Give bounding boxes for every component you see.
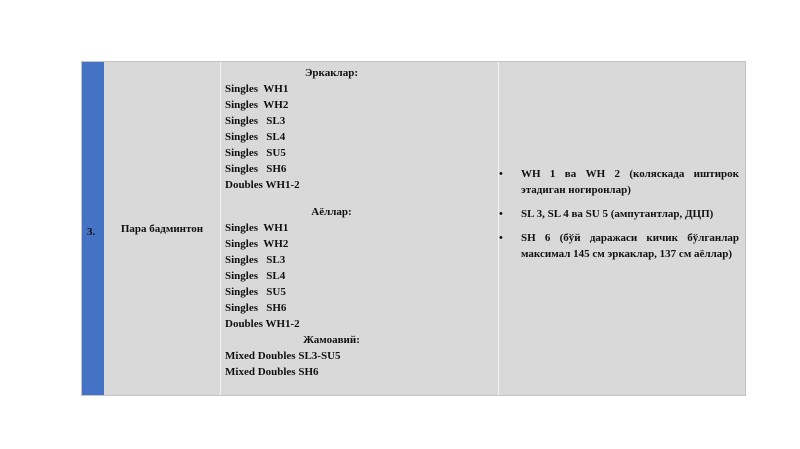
class-item: Singles SL4 <box>225 131 286 143</box>
class-item: Singles SL4 <box>225 270 286 282</box>
sport-name-cell <box>104 62 221 395</box>
notes-list <box>499 166 739 262</box>
mixed-list <box>225 348 498 380</box>
class-item: Singles WH2 <box>225 238 289 250</box>
note-item <box>499 166 739 198</box>
class-item: Mixed Doubles SH6 <box>225 366 319 378</box>
men-header: Эркаклар: <box>304 67 359 79</box>
row-number: 3. <box>87 226 96 238</box>
note-item <box>499 230 739 262</box>
men-list <box>225 81 498 193</box>
class-item: Singles WH1 <box>225 222 289 234</box>
note-text: SH 6 (бўй даражаси кичик бўлганлар максимал 145 см эркаклар, 137 см аёллар) <box>521 232 739 260</box>
notes-cell <box>499 62 745 395</box>
class-item: Singles SH6 <box>225 163 287 175</box>
women-header: Аёллар: <box>311 206 352 218</box>
classes-cell <box>221 62 499 395</box>
note-text: SL 3, SL 4 ва SU 5 (ампутантлар, ДЦП) <box>521 208 714 220</box>
class-item: Mixed Doubles SL3-SU5 <box>225 350 341 362</box>
class-item: Singles WH2 <box>225 99 289 111</box>
classification-table <box>81 61 746 396</box>
note-item <box>499 206 739 222</box>
class-item: Singles SH6 <box>225 302 287 314</box>
class-item: Singles WH1 <box>225 83 289 95</box>
mixed-header: Жамоавий: <box>303 334 360 346</box>
class-item: Doubles WH1-2 <box>225 318 300 330</box>
class-item: Singles SL3 <box>225 254 286 266</box>
women-list <box>225 220 498 332</box>
sport-name: Пара бадминтон <box>120 222 204 235</box>
bullet-icon: • <box>499 232 503 244</box>
bullet-icon: • <box>499 168 503 180</box>
class-item: Doubles WH1-2 <box>225 179 300 191</box>
class-item: Singles SL3 <box>225 115 286 127</box>
note-text: WH 1 ва WH 2 (коляскада иштирок этадиган ногиронлар) <box>521 168 739 196</box>
class-item: Singles SU5 <box>225 286 286 298</box>
bullet-icon: • <box>499 208 503 220</box>
class-item: Singles SU5 <box>225 147 286 159</box>
